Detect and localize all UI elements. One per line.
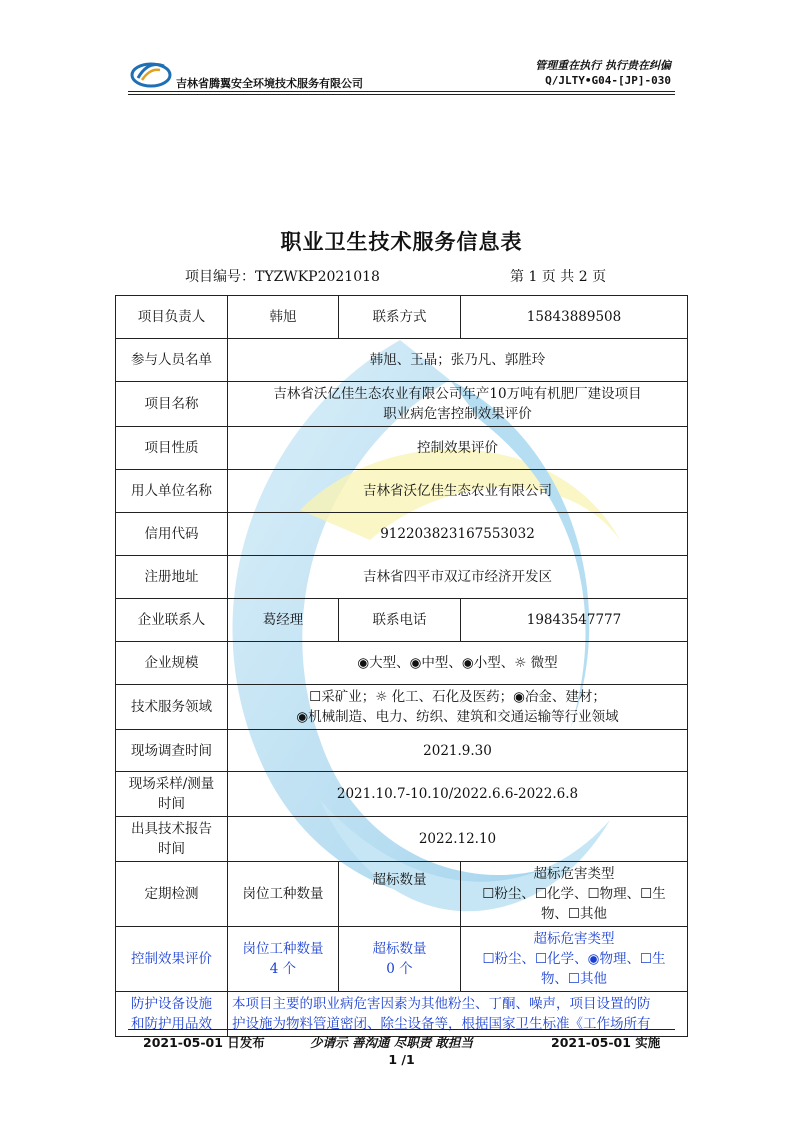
- contact-value: 15843889508: [461, 296, 688, 339]
- header-slogan: 管理重在执行 执行贵在纠偏: [535, 59, 671, 72]
- control-hazard: [461, 927, 688, 992]
- footer-divider: [128, 1029, 675, 1030]
- table-row: [116, 599, 688, 642]
- table-row: [116, 339, 688, 382]
- table-row: [116, 817, 688, 862]
- company-logo-icon: [130, 58, 172, 88]
- sampling-label-line-1: 现场采样/测量: [128, 776, 215, 792]
- employer-label: 用人单位名称: [116, 470, 228, 513]
- table-row: [116, 927, 688, 992]
- report-label-line-2: 时间: [158, 841, 185, 857]
- control-hazard-title: 超标危害类型: [533, 931, 615, 947]
- footer-motto: 少请示 善沟通 尽职责 敢担当: [310, 1035, 474, 1050]
- table-row: [116, 685, 688, 730]
- service-info-table: [115, 295, 688, 1037]
- table-row: [116, 642, 688, 685]
- page-title: 职业卫生技术服务信息表: [280, 230, 523, 254]
- table-row: [116, 556, 688, 599]
- periodic-hazard-line-2: 物、☐其他: [540, 906, 608, 922]
- protect-label-line-1: 防护设备设施: [131, 996, 212, 1012]
- protect-label-line-2: 和防护用品效: [131, 1016, 212, 1032]
- enterprise-contact-label: 企业联系人: [116, 599, 228, 642]
- table-row: [116, 513, 688, 556]
- report-label-line-1: 出具技术报告: [131, 821, 212, 837]
- table-row: [116, 730, 688, 772]
- sampling-value: 2021.10.7-10.10/2022.6.6-2022.6.8: [228, 772, 688, 817]
- survey-value: 2021.9.30: [228, 730, 688, 772]
- credit-label: 信用代码: [116, 513, 228, 556]
- scale-value: ◉大型、◉中型、◉小型、☼ 微型: [228, 642, 688, 685]
- field-value: [228, 685, 688, 730]
- control-post-count: 4 个: [269, 961, 297, 977]
- table-row: [116, 382, 688, 427]
- phone-label: 联系电话: [339, 599, 461, 642]
- page-info: 第 1 页 共 2 页: [510, 269, 607, 285]
- control-exceed-count: 0 个: [386, 961, 413, 977]
- nature-label: 项目性质: [116, 427, 228, 470]
- header-divider-thin: [128, 94, 675, 95]
- footer-page-number: 1 /1: [388, 1052, 415, 1067]
- address-label: 注册地址: [116, 556, 228, 599]
- project-name-value: [228, 382, 688, 427]
- report-value: 2022.12.10: [228, 817, 688, 862]
- field-line-2: ◉机械制造、电力、纺织、建筑和交通运输等行业领域: [296, 709, 619, 725]
- phone-value: 19843547777: [461, 599, 688, 642]
- members-label: 参与人员名单: [116, 339, 228, 382]
- periodic-hazard: [461, 862, 688, 927]
- periodic-hazard-title: 超标危害类型: [533, 866, 615, 882]
- nature-value: 控制效果评价: [228, 427, 688, 470]
- protect-value-line-2: 护设施为物料管道密闭、除尘设备等，根据国家卫生标准《工作场所有: [232, 1016, 651, 1032]
- employer-value: 吉林省沃亿佳生态农业有限公司: [228, 470, 688, 513]
- leader-value: 韩旭: [228, 296, 339, 339]
- control-hazard-line-2: 物、☐其他: [540, 971, 608, 987]
- company-name: 吉林省腾翼安全环境技术服务有限公司: [176, 77, 363, 90]
- periodic-label: 定期检测: [116, 862, 228, 927]
- contact-label: 联系方式: [339, 296, 461, 339]
- address-value: 吉林省四平市双辽市经济开发区: [228, 556, 688, 599]
- scale-label: 企业规模: [116, 642, 228, 685]
- sampling-label: [116, 772, 228, 817]
- table-row: [116, 427, 688, 470]
- leader-label: 项目负责人: [116, 296, 228, 339]
- control-exceed: [339, 927, 461, 992]
- sampling-label-line-2: 时间: [158, 796, 185, 812]
- effective-date: 2021-05-01 实施: [551, 1035, 661, 1050]
- control-hazard-line-1: ☐粉尘、☐化学、◉物理、☐生: [482, 951, 666, 967]
- field-line-1: ☐采矿业；☼ 化工、石化及医药；◉冶金、建材；: [309, 689, 606, 705]
- header-divider: [128, 91, 675, 92]
- protect-value-line-1: 本项目主要的职业病危害因素为其他粉尘、丁酮、噪声，项目设置的防: [232, 996, 651, 1012]
- table-row: [116, 296, 688, 339]
- document-code: Q/JLTY•G04-[JP]-030: [545, 74, 671, 87]
- page-header: [0, 0, 803, 110]
- field-label: 技术服务领域: [116, 685, 228, 730]
- project-name-line-1: 吉林省沃亿佳生态农业有限公司年产10万吨有机肥厂建设项目: [273, 386, 642, 402]
- enterprise-contact-value: 葛经理: [228, 599, 339, 642]
- members-value: 韩旭、王晶；张乃凡、郭胜玲: [228, 339, 688, 382]
- project-name-line-2: 职业病危害控制效果评价: [383, 406, 532, 422]
- periodic-hazard-line-1: ☐粉尘、☐化学、☐物理、☐生: [482, 886, 666, 902]
- control-exceed-label: 超标数量: [372, 941, 427, 957]
- periodic-exceed: 超标数量: [339, 862, 461, 927]
- published-date: 2021-05-01 日发布: [143, 1035, 265, 1050]
- control-post: [228, 927, 339, 992]
- periodic-post-count: 岗位工种数量: [228, 862, 339, 927]
- control-label: 控制效果评价: [116, 927, 228, 992]
- table-row: [116, 470, 688, 513]
- table-row: [116, 862, 688, 927]
- credit-value: 912203823167553032: [228, 513, 688, 556]
- table-row: [116, 772, 688, 817]
- report-label: [116, 817, 228, 862]
- project-name-label: 项目名称: [116, 382, 228, 427]
- project-number: 项目编号：TYZWKP2021018: [185, 269, 380, 285]
- control-post-label: 岗位工种数量: [242, 941, 324, 957]
- survey-label: 现场调查时间: [116, 730, 228, 772]
